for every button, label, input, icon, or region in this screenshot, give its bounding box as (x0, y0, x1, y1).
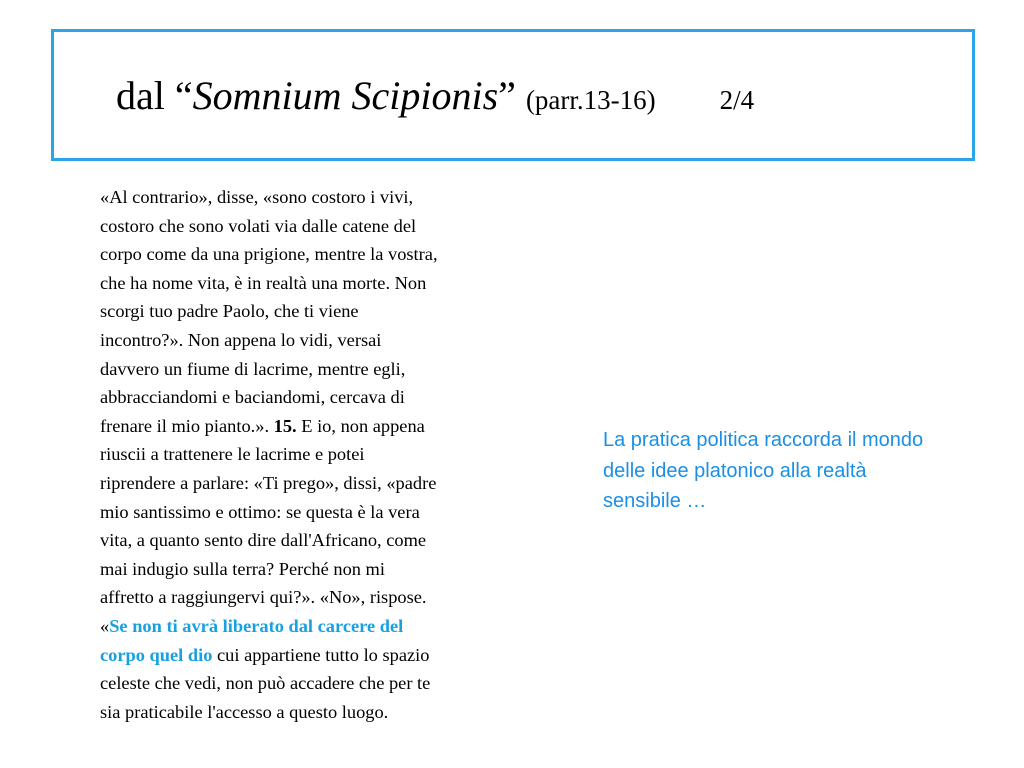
passage-line: affretto a raggiungervi qui?». «No», rispose. (100, 587, 427, 608)
title-suffix: ” (498, 73, 516, 118)
passage-line: celeste che vedi, non può accadere che per te (100, 673, 431, 694)
commentary-line: La pratica politica raccorda il mondo (603, 429, 924, 451)
commentary-line: delle idee platonico alla realtà (603, 459, 867, 482)
slide-page-number: 2/4 (719, 85, 755, 115)
passage-line: «Al contrario», disse, «sono costoro i vivi, (100, 187, 414, 207)
commentary-line: sensibile … (603, 490, 707, 512)
slide-title (116, 73, 755, 118)
passage-line: abbracciandomi e baciandomi, cercava di (100, 387, 405, 408)
passage-line: mio santissimo e ottimo: se questa è la vera (100, 501, 420, 522)
passage-line: corpo come da una prigione, mentre la vostra, (100, 244, 438, 265)
passage-text: cui appartiene tutto lo spazio (212, 644, 430, 665)
passage-line: riuscii a trattenere le lacrime e potei (100, 444, 365, 465)
passage-line (100, 641, 530, 670)
passage-text: « (100, 615, 110, 636)
passage-line: mai indugio sulla terra? Perché non mi (100, 558, 385, 579)
title-prefix: dal “ (116, 73, 193, 118)
paragraph-number: 15. (273, 415, 297, 436)
latin-passage-translation (100, 183, 530, 726)
passage-line: riprendere a parlare: «Ti prego», dissi, «padre (100, 472, 437, 493)
passage-line: sia praticabile l'accesso a questo luogo. (100, 701, 389, 722)
passage-line: che ha nome vita, è in realtà una morte. Non (100, 272, 427, 293)
passage-line: costoro che sono volati via dalle catene del (100, 215, 417, 236)
title-work-name: Somnium Scipionis (192, 73, 499, 118)
title-frame (51, 29, 975, 161)
passage-line: vita, a quanto sento dire dall'Africano, come (100, 530, 427, 551)
passage-line (100, 412, 530, 441)
title-paragraph-range: (parr.13-16) (525, 85, 656, 115)
passage-line (100, 612, 530, 641)
passage-line: scorgi tuo padre Paolo, che ti viene (100, 301, 359, 322)
passage-line: davvero un fiume di lacrime, mentre egli, (100, 358, 406, 379)
passage-text: frenare il mio pianto.». (100, 415, 274, 436)
highlighted-quote: Se non ti avrà liberato dal carcere del (109, 615, 404, 636)
passage-text: E io, non appena (296, 415, 425, 436)
highlighted-quote: corpo quel dio (100, 644, 213, 665)
passage-line: incontro?». Non appena lo vidi, versai (100, 329, 382, 350)
commentary-note (603, 425, 1023, 517)
